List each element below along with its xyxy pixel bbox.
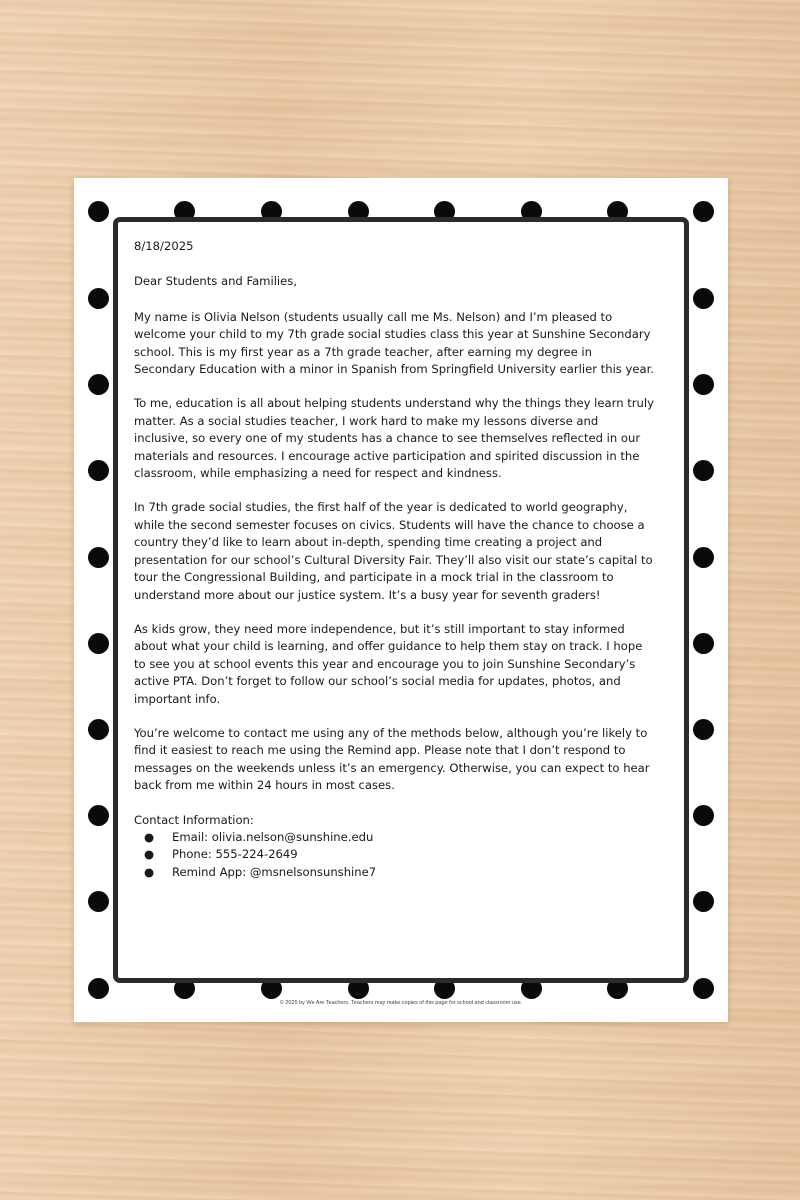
copyright-footer: © 2025 by We Are Teachers. Teachers may make copies of this page for school and classroom use. xyxy=(279,1000,523,1006)
polka-dot xyxy=(693,805,714,826)
letter-greeting: Dear Students and Families, xyxy=(134,274,298,289)
letter-date: 8/18/2025 xyxy=(134,239,194,253)
letter-body xyxy=(134,238,654,881)
polka-dot xyxy=(88,201,109,222)
paragraph-introduction: My name is Olivia Nelson (students usually call me Ms. Nelson) and I’m pleased to welcome your child to my 7th grade social studies class this year at Sunshine Secondary school. This is my first year as a 7th grade teacher, after earning my degree in Secondary Education with a minor in Spanish from Springfield University earlier this year. xyxy=(134,309,654,377)
paragraph-philosophy: To me, education is all about helping students understand why the things they learn truly matter. As a social studies teacher, I work hard to make my lessons diverse and inclusive, so every one of my students has a chance to see themselves reflected in our materials and resources. I encourage active participation and spirited discussion in the classroom, while emphasizing a need for respect and kindness. xyxy=(134,396,654,481)
polka-dot xyxy=(693,978,714,999)
bullet-icon: ● xyxy=(144,864,155,879)
contact-phone-text: Phone: 555-224-2649 xyxy=(172,847,298,862)
paragraph-contact-policy: You’re welcome to contact me using any of the methods below, although you’re likely to find it easiest to reach me using the Remind app. Please note that I don’t respond to messages on the weekends unless it’s an emergency. Otherwise, you can expect to hear back from me within 24 hours in most cases. xyxy=(134,725,650,793)
polka-dot xyxy=(88,547,109,568)
contact-remind-text: Remind App: @msnelsonsunshine7 xyxy=(172,864,377,879)
polka-dot xyxy=(693,891,714,912)
contact-email-text: Email: olivia.nelson@sunshine.edu xyxy=(172,829,374,844)
polka-dot xyxy=(88,633,109,654)
polka-dot xyxy=(693,460,714,481)
polka-dot xyxy=(88,374,109,395)
bullet-icon: ● xyxy=(144,847,155,862)
polka-dot xyxy=(88,460,109,481)
contact-email xyxy=(134,829,654,846)
paragraph-curriculum: In 7th grade social studies, the first half of the year is dedicated to world geography, while the second semester focuses on civics. Students will have the chance to choose a country they’d like to learn about in-depth, spending time creating a project and presentation for our school’s Cultural Diversity Fair. They’ll also visit our state’s capital to tour the Congressional Building, and participate in a mock trial in the classroom to understand more about our justice system. It’s a busy year for seventh graders! xyxy=(134,500,653,602)
contact-heading: Contact Information: xyxy=(134,812,254,827)
contact-remind xyxy=(134,864,654,881)
bullet-icon: ● xyxy=(144,829,155,844)
polka-dot xyxy=(693,374,714,395)
polka-dot xyxy=(88,288,109,309)
polka-dot xyxy=(88,891,109,912)
polka-dot xyxy=(693,288,714,309)
polka-dot xyxy=(88,719,109,740)
paragraph-involvement: As kids grow, they need more independence, but it’s still important to stay informed about what your child is learning, and offer guidance to help them stay on track. I hope to see you at school events this year and encourage you to join Sunshine Secondary’s active PTA. Don’t forget to follow our school’s social media for updates, photos, and important info. xyxy=(134,621,643,706)
polka-dot xyxy=(693,547,714,568)
polka-dot xyxy=(693,719,714,740)
polka-dot xyxy=(693,201,714,222)
contact-phone xyxy=(134,846,654,863)
polka-dot xyxy=(693,633,714,654)
letter-sheet xyxy=(74,178,728,1022)
contact-list xyxy=(134,829,654,881)
polka-dot xyxy=(88,978,109,999)
letter-frame xyxy=(113,217,689,983)
polka-dot xyxy=(88,805,109,826)
